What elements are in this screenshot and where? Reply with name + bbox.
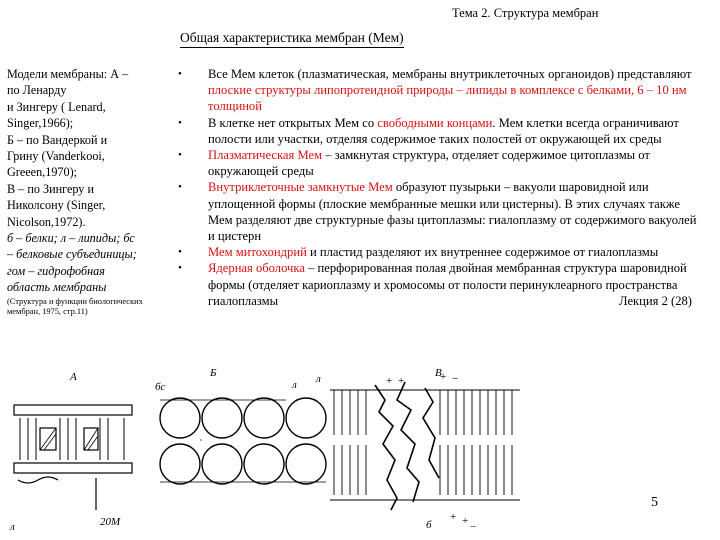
- legend-line: – белковые субъединицы;: [7, 247, 137, 262]
- model-c-protein-chain-3: [423, 388, 439, 478]
- bullet-item: [178, 66, 698, 115]
- model-c-protein-chain-1: [375, 385, 397, 510]
- bullet-item: [178, 244, 698, 260]
- legend-line: область мембраны: [7, 280, 107, 295]
- body-text: В клетке нет открытых Мем со: [208, 115, 378, 130]
- bullet-item: [178, 115, 698, 147]
- lecture-reference: Лекция 2 (28): [618, 293, 692, 308]
- highlight-text: плоские структуры липопротеидной природы – липиды в комплексе с белками, 6 – 10 нм толщиной: [208, 83, 687, 114]
- svg-text:+: +: [450, 511, 457, 523]
- svg-text:+: +: [398, 375, 405, 387]
- bullet-item: [178, 260, 698, 309]
- sidebar-line: Николсону (Singer,: [7, 198, 106, 213]
- model-c-protein-chain-2: [397, 382, 419, 502]
- slide-title: Общая характеристика мембран (Мем): [180, 30, 404, 48]
- body-text: – замкнутая структура, отделяет содержимое цитоплазмы от окружающей среды: [208, 148, 650, 179]
- body-text: – перфорированная полая двойная мембранная структура шаровидной формы (отделяет кариоплазму и хромосомы от полости перинуклеарного пространства гиалоплазмы: [208, 261, 687, 308]
- label-v: В: [435, 367, 442, 379]
- bullet-item: [178, 179, 698, 244]
- label-a: А: [70, 371, 77, 383]
- sidebar-line: Грину (Vanderkooi,: [7, 149, 105, 164]
- label-b-small: б: [426, 519, 432, 531]
- body-text: и пластид разделяют их внутреннее содержимое от гиалоплазмы: [306, 245, 659, 260]
- legend-line: б – белки; л – липиды; бс: [7, 231, 135, 246]
- highlight-text: Плазматическая Мем: [208, 148, 323, 163]
- citation: (Структура и функции биологических мембран, 1975, стр.11): [7, 296, 143, 317]
- model-a-bottom-layer: [14, 463, 132, 473]
- highlight-text: Внутриклеточные замкнутые Мем: [208, 180, 393, 195]
- label-l-b: л: [292, 379, 297, 391]
- sidebar-line: Greeen,1970);: [7, 165, 78, 180]
- topic-header: Тема 2. Структура мембран: [452, 6, 599, 20]
- svg-text:−: −: [452, 373, 459, 385]
- label-l-a: л: [10, 521, 15, 533]
- model-a-diagram: [14, 405, 132, 510]
- page-number: 5: [651, 495, 658, 510]
- model-a-lipids: [20, 418, 124, 460]
- model-c-diagram: [330, 382, 520, 510]
- sidebar-line: В – по Зингеру и: [7, 181, 94, 196]
- legend-line: гом – гидрофобная: [7, 263, 105, 278]
- body-text: Все Мем клеток (плазматическая, мембраны внутриклеточных органоидов) представляют: [208, 67, 692, 81]
- svg-text:+: +: [440, 371, 447, 383]
- membrane-models-figure: [0, 360, 720, 540]
- sidebar-line: Модели мембраны: А –: [7, 67, 129, 81]
- legend-text: [7, 230, 165, 296]
- body-text: образуют пузырьки – вакуоли шаровидной или уплощенной формы (плоские мембранные мешки или цистерны). В этих случаях также Мем разделяют две структурные фазы цитоплазмы: гиалоплазму от содержимого вакуолей и цистерн: [208, 180, 697, 244]
- highlight-text: свободными концами: [377, 115, 493, 130]
- models-sidebar: [7, 66, 165, 318]
- bullet-list: [178, 66, 698, 309]
- label-gom: 20М: [100, 516, 121, 528]
- models-list: [7, 66, 165, 230]
- model-b-diagram: [160, 398, 326, 484]
- highlight-text: Ядерная оболочка: [208, 261, 305, 276]
- sidebar-line: Nicolson,1972).: [7, 214, 86, 229]
- sidebar-line: и Зингеру ( Lenard,: [7, 99, 106, 114]
- body-text: . Мем клетки всегда ограничивают полости или участки, отделяя содержимое таких полостей от окружающей их среды: [208, 115, 679, 146]
- label-bs: бс: [155, 381, 166, 393]
- svg-text:+: +: [386, 375, 393, 387]
- sidebar-line: Б – по Вандеркой и: [7, 132, 108, 147]
- model-a-wave: [18, 477, 58, 483]
- sidebar-line: по Ленарду: [7, 83, 67, 98]
- highlight-text: Мем митохондрий: [208, 245, 307, 260]
- model-a-top-layer: [14, 405, 132, 415]
- label-b: Б: [210, 367, 217, 379]
- label-l-v: л: [316, 373, 321, 385]
- svg-text:+: +: [462, 515, 469, 527]
- bullet-item: [178, 147, 698, 179]
- sidebar-line: Singer,1966);: [7, 116, 74, 131]
- svg-text:−: −: [470, 521, 477, 533]
